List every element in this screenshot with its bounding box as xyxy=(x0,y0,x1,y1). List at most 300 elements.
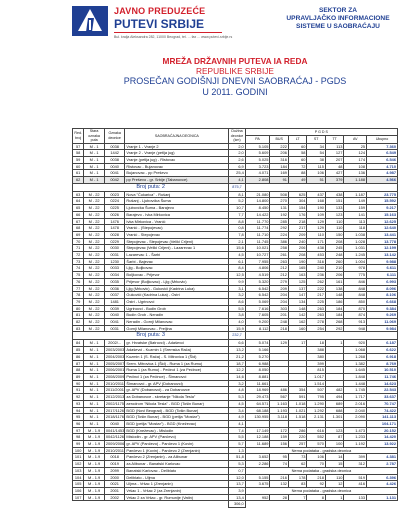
cell-ukupno: 9.988 xyxy=(367,258,398,265)
cell-value: 1.292 xyxy=(307,407,326,414)
cell-ukupno: 7.360 xyxy=(367,143,398,150)
cell-value: 11.710 xyxy=(245,231,270,238)
cell-deonica: Ljig (Mrkovic) - Gukovići (Kadrina Luka) xyxy=(125,285,229,292)
cell-rb: 75 xyxy=(73,272,84,279)
cell-value: 270 xyxy=(270,198,289,205)
cell-value: 184 xyxy=(325,305,344,312)
cell-rb: 89 xyxy=(73,374,84,381)
cell-deonica: Uljma - Vršac 1 (Zrenjanin) xyxy=(125,481,229,488)
cell-value: 8.112 xyxy=(245,325,270,332)
cell-value: 34 xyxy=(307,143,326,150)
cell-value: 874 xyxy=(344,312,367,319)
footer-spacer xyxy=(73,501,229,508)
cell-value: 815 xyxy=(307,367,326,374)
cell-value: 1.848 xyxy=(344,374,367,381)
cell-ukupno: 6.549 xyxy=(367,150,398,157)
cell-value: 7 xyxy=(288,494,307,501)
cell-value: 14.422 xyxy=(245,211,270,218)
cell-value: 268 xyxy=(325,319,344,326)
cell-value: 176 xyxy=(288,211,307,218)
cell-duzina: 2,0 xyxy=(229,143,245,150)
cell-ukupno: 11.746 xyxy=(367,374,398,381)
cell-duzina: 3,4 xyxy=(229,407,245,414)
cell-deonica: Rušanj - Ljubovćka Šuma xyxy=(125,198,229,205)
col-av: AV xyxy=(344,136,367,143)
cell-oznaka: 0041 xyxy=(104,170,125,177)
cell-value: 7.955 xyxy=(245,258,270,265)
cell-put: M - 22 xyxy=(84,298,105,305)
cell-deonica: Adaševci - Kuzmin 1 (Sremska Rača) xyxy=(125,347,229,354)
title-line1: MREŽA DRŽAVNIH PUTEVA IA REDA xyxy=(162,56,308,66)
cell-value: 8 xyxy=(307,494,326,501)
sector-line2: UPRAVLJAČKO INFORMACIONE xyxy=(286,15,390,23)
cell-value: 60 xyxy=(288,156,307,163)
cell-value: 688 xyxy=(325,407,344,414)
cell-value: 118 xyxy=(344,225,367,232)
cell-duzina: 8,8 xyxy=(229,218,245,225)
cell-put: M - 1.9 xyxy=(84,467,105,474)
cell-oznaka: 0041 xyxy=(104,319,125,326)
cell-oznaka: 0224 xyxy=(104,198,125,205)
road-group-row xyxy=(73,183,398,191)
cell-value: 285 xyxy=(270,218,289,225)
cell-put: M - 1 xyxy=(84,367,105,374)
cell-rb: 97 xyxy=(73,427,84,434)
cell-duzina: 13,4 xyxy=(229,494,245,501)
table-row xyxy=(73,360,398,367)
cell-value: 160 xyxy=(288,325,307,332)
cell-rb: 80 xyxy=(73,305,84,312)
cell-note: Nema podataka - gradska deonica xyxy=(245,447,397,454)
cell-value: 156 xyxy=(270,441,289,448)
cell-value: 147 xyxy=(288,292,307,299)
cell-duzina: 4,0 xyxy=(229,319,245,326)
cell-value xyxy=(325,367,344,374)
road-group-row xyxy=(73,332,398,340)
cell-deonica: Ljubovćka Šuma - Barajevo xyxy=(125,205,229,212)
cell-value xyxy=(270,374,289,381)
cell-ukupno: 11.069 xyxy=(367,319,398,326)
table-row xyxy=(73,340,398,347)
cell-value: 161 xyxy=(325,278,344,285)
cell-value: 2.090 xyxy=(344,414,367,421)
table-row xyxy=(73,353,398,360)
cell-put: M - 1.9 xyxy=(84,494,105,501)
group-label: Broj puta: 3 xyxy=(73,332,229,340)
cell-value: 303 xyxy=(270,305,289,312)
cell-value: 5.074 xyxy=(245,340,270,347)
table-row xyxy=(73,170,398,177)
cell-value: 494 xyxy=(325,394,344,401)
cell-value: 124 xyxy=(344,150,367,157)
col-bus: BUS xyxy=(270,136,289,143)
cell-put: M - 22 xyxy=(84,198,105,205)
cell-deonica: Boljkovac - Prijevor xyxy=(125,272,229,279)
cell-ukupno: 2.787 xyxy=(367,461,398,468)
cell-value: 162 xyxy=(288,319,307,326)
cell-value: 7.616 xyxy=(245,305,270,312)
cell-value: 209 xyxy=(288,231,307,238)
cell-value: 4.806 xyxy=(245,265,270,272)
cell-value: 278 xyxy=(307,319,326,326)
cell-value: 427 xyxy=(325,170,344,177)
cell-duzina: 8,1 xyxy=(229,191,245,198)
group-label: Broj puta: 2 xyxy=(73,183,229,191)
cell-duzina: 6,6 xyxy=(229,340,245,347)
table-row xyxy=(73,205,398,212)
cell-deonica: Pančevo 1 (Kovin) - Pančevo 2 (Zrenjanin) xyxy=(125,447,229,454)
cell-value: 95 xyxy=(270,454,289,461)
title-line2: REPUBLIKE SRBIJE xyxy=(196,66,274,76)
cell-ukupno: 13.441 xyxy=(367,231,398,238)
cell-oznaka: 0019 xyxy=(104,461,125,468)
cell-rb: 79 xyxy=(73,298,84,305)
table-row xyxy=(73,265,398,272)
cell-deonica: Srem. Mitrovica 1 (Šid) - Ruma 1 (za Rumu) xyxy=(125,360,229,367)
cell-value: 142 xyxy=(288,312,307,319)
cell-value: 416 xyxy=(344,481,367,488)
cell-put: M - 1 xyxy=(84,353,105,360)
cell-ukupno: 14.420 xyxy=(367,434,398,441)
table-footer-row xyxy=(73,501,398,508)
company-name-line1: JAVNO PREDUZEĆE xyxy=(114,6,206,16)
cell-duzina: 3,9 xyxy=(229,487,245,494)
cell-value xyxy=(270,420,289,427)
cell-value: 1.018 xyxy=(288,400,307,407)
cell-oznaka: 0031 xyxy=(104,325,125,332)
table-row xyxy=(73,278,398,285)
cell-deonica: Prijevor (Boljkovac) - Ljig (Mrkovic) xyxy=(125,278,229,285)
cell-value: 130.955 xyxy=(245,414,270,421)
cell-rb: 81 xyxy=(73,312,84,319)
cell-value: 292 xyxy=(270,225,289,232)
cell-value: 913 xyxy=(344,319,367,326)
group-spacer xyxy=(245,332,397,340)
table-row xyxy=(73,285,398,292)
cell-oznaka: 2008/2009 xyxy=(105,374,125,379)
title-line3: PROSEČAN GODIŠNJI DNEVNI SAOBRAĆAJ - PGDS xyxy=(123,76,347,86)
cell-value xyxy=(288,353,307,360)
cell-value: 388 xyxy=(307,347,326,354)
cell-value: 206 xyxy=(325,272,344,279)
cell-ukupno: 13.142 xyxy=(367,252,398,259)
cell-rb: 99 xyxy=(73,441,84,448)
cell-value: 292 xyxy=(325,325,344,332)
cell-ukupno: 6.111 xyxy=(367,272,398,279)
cell-value: 3.652 xyxy=(245,454,270,461)
cell-rb: 59 xyxy=(73,156,84,163)
cell-value: 113 xyxy=(344,218,367,225)
cell-value: 2.286 xyxy=(245,461,270,468)
cell-rb: 61 xyxy=(73,170,84,177)
cell-deonica: za Alibunar - Banatski Karlovac xyxy=(125,461,229,468)
cell-oznaka: 2002/... xyxy=(104,340,125,347)
cell-oznaka: 0040 xyxy=(104,420,125,427)
cell-value: 1.518 xyxy=(288,414,307,421)
cell-deonica: Vranje 1 - Vranje 2 xyxy=(125,143,229,150)
cell-value xyxy=(325,360,344,367)
table-row xyxy=(73,272,398,279)
cell-value xyxy=(270,380,289,387)
cell-value: 1.021 xyxy=(288,407,307,414)
cell-value: 5.069 xyxy=(245,298,270,305)
cell-ukupno: 6.611 xyxy=(367,265,398,272)
cell-deonica: Ostri - Ugrinovci xyxy=(125,298,229,305)
table-row xyxy=(73,474,398,481)
cell-oznaka: 0028 xyxy=(104,231,125,238)
cell-duzina: 25,4 xyxy=(229,170,245,177)
cell-put: M - 1.9 xyxy=(84,434,105,441)
cell-deonica: gr. APV (Dobanovci) - za Dobanovce xyxy=(125,387,229,394)
cell-value: 206 xyxy=(288,245,307,252)
cell-value: 379 xyxy=(325,177,344,184)
col-duzina: Dužina deonice (km) xyxy=(230,129,244,142)
cell-duzina: 3,8 xyxy=(229,312,245,319)
document-page xyxy=(72,4,398,507)
cell-value: 88 xyxy=(288,170,307,177)
table-row xyxy=(73,400,398,407)
cell-value xyxy=(307,420,326,427)
cell-value: 12.188 xyxy=(245,434,270,441)
cell-value: 399 xyxy=(344,454,367,461)
cell-oznaka: 1478 xyxy=(104,225,125,232)
cell-put: M - 1 xyxy=(84,380,105,387)
cell-rb: 102 xyxy=(73,461,84,468)
cell-ukupno: 141.113 xyxy=(367,414,398,421)
cell-value: 1.028 xyxy=(344,238,367,245)
cell-value: 7.605 xyxy=(245,312,270,319)
cell-value: 225 xyxy=(307,298,326,305)
cell-oznaka: 0026 xyxy=(104,211,125,218)
cell-deonica: BGD (Tošin Bunar) - BGD (petlja "Mostar") xyxy=(125,414,229,421)
cell-value: 186 xyxy=(325,298,344,305)
cell-value: 123 xyxy=(325,211,344,218)
cell-value: 17 xyxy=(288,340,307,347)
cell-value: 125 xyxy=(288,278,307,285)
cell-value xyxy=(270,367,289,374)
cell-oznaka: 2004/2003 xyxy=(105,353,125,359)
cell-value: 437 xyxy=(307,191,326,198)
cell-put: M - 1 xyxy=(84,374,105,381)
cell-put: M - 22 xyxy=(84,238,105,245)
cell-put: M - 22 xyxy=(84,245,105,252)
cell-value: 1.038 xyxy=(344,231,367,238)
cell-put: M - 1 xyxy=(84,177,105,184)
cell-duzina: 5,3 xyxy=(229,461,245,468)
cell-value: 18.969 xyxy=(245,387,270,394)
cell-value: 149 xyxy=(344,198,367,205)
cell-oznaka: 0042/1126 xyxy=(105,434,124,440)
cell-oznaka: 0038 xyxy=(104,143,125,150)
cell-value: 110 xyxy=(325,218,344,225)
cell-deonica: Mislodin - gr. APV (Pančevo) xyxy=(125,434,229,441)
cell-value: 222 xyxy=(270,143,289,150)
cell-duzina: 15,6 xyxy=(229,245,245,252)
table-row xyxy=(73,177,398,184)
table-row xyxy=(73,374,398,381)
cell-value: 5.609 xyxy=(245,150,270,157)
cell-value: 73 xyxy=(288,454,307,461)
cell-deonica: aerodrom "Nikola Tesla" - BGD (Tošin Bunar) xyxy=(125,400,229,407)
cell-ukupno: 74.422 xyxy=(367,407,398,414)
cell-value: 5.105 xyxy=(245,143,270,150)
cell-value: 171 xyxy=(307,238,326,245)
cell-value: 1.187 xyxy=(344,191,367,198)
cell-oznaka: 0023 xyxy=(104,191,125,198)
company-address: Bul. kralja Aleksandra 282, 11000 Beograd, tel. ... fax ... www.putevi-srbije.rs xyxy=(114,35,233,39)
cell-ukupno: 8.769 xyxy=(367,360,398,367)
cell-value: 168 xyxy=(307,198,326,205)
cell-rb: 104 xyxy=(73,474,84,481)
cell-rb: 65 xyxy=(73,205,84,212)
cell-deonica: Šarbi - Bajevac xyxy=(125,258,229,265)
cell-value: 192 xyxy=(270,211,289,218)
cell-deonica: Gornji Milanovac - Preljina xyxy=(125,325,229,332)
cell-duzina: 15,9 xyxy=(229,325,245,332)
cell-duzina: 12,2 xyxy=(229,367,245,374)
cell-note: Nema podataka - gradska deonica xyxy=(245,487,397,494)
cell-rb: 105 xyxy=(73,481,84,488)
cell-value xyxy=(325,347,344,354)
cell-duzina: 8,6 xyxy=(229,298,245,305)
cell-deonica: Ljig - Boljkovac xyxy=(125,265,229,272)
col-ukupno: Ukupno xyxy=(367,136,398,143)
cell-value xyxy=(270,347,289,354)
cell-value: 507 xyxy=(307,387,326,394)
cell-value: 218 xyxy=(307,474,326,481)
cell-value: 870 xyxy=(344,305,367,312)
table-row xyxy=(73,367,398,374)
cell-duzina: 8,4 xyxy=(229,265,245,272)
cell-rb: 90 xyxy=(73,380,84,387)
cell-value: 133 xyxy=(325,205,344,212)
cell-ukupno: 33.637 xyxy=(367,394,398,401)
cell-oznaka: 2010/2011 xyxy=(105,380,124,386)
cell-value: 254 xyxy=(307,325,326,332)
cell-value: 1.004 xyxy=(344,258,367,265)
cell-deonica: BGD (petlja "Mostar") - BGD (Kneževac) xyxy=(125,420,229,427)
cell-rb: 62 xyxy=(73,177,84,184)
cell-ukupno: 9.269 xyxy=(367,312,398,319)
cell-oznaka: 2012/2013 xyxy=(105,394,125,400)
cell-duzina: 5,5 xyxy=(229,305,245,312)
cell-put: M - 1.9 xyxy=(84,487,105,494)
cell-rb: 86 xyxy=(73,353,84,360)
cell-value xyxy=(325,353,344,360)
cell-deonica: Stepojevac (Veliki Crljeni) - Lazarevac 1 xyxy=(125,245,229,252)
cell-duzina: 5,7 xyxy=(229,441,245,448)
cell-oznaka: 0229 xyxy=(104,238,125,245)
cell-value: 1.290 xyxy=(307,400,326,407)
table-row xyxy=(73,420,398,427)
cell-value: 6.542 xyxy=(245,285,270,292)
sector-label xyxy=(278,7,398,32)
cell-value: 106 xyxy=(307,170,326,177)
table-row xyxy=(73,312,398,319)
group-spacer xyxy=(245,183,397,191)
cell-value: 4.071 xyxy=(245,170,270,177)
cell-value: 210 xyxy=(325,265,344,272)
cell-value: 10.727 xyxy=(245,252,270,259)
cell-value: 1.245 xyxy=(344,252,367,259)
cell-oznaka: 0036 xyxy=(104,285,125,292)
cell-value: 92 xyxy=(307,481,326,488)
cell-put: M - 1 xyxy=(84,347,105,354)
cell-value: 151 xyxy=(325,198,344,205)
cell-deonica: Deliblato - Uljma xyxy=(125,474,229,481)
cell-put: M - 22 xyxy=(84,325,105,332)
cell-value xyxy=(270,360,289,367)
cell-value: 567 xyxy=(270,394,289,401)
cell-put: M - 22 xyxy=(84,292,105,299)
cell-value xyxy=(325,374,344,381)
table-row xyxy=(73,298,398,305)
cell-value: 258 xyxy=(270,245,289,252)
cell-value: 132 xyxy=(270,481,289,488)
cell-value: 9.200 xyxy=(245,319,270,326)
table-row xyxy=(73,218,398,225)
cell-rb: 101 xyxy=(73,454,84,461)
cell-deonica: Barajevo - Ivka Mirkovica xyxy=(125,211,229,218)
cell-put: M - 1 xyxy=(84,394,105,401)
cell-duzina: 4,5 xyxy=(229,252,245,259)
cell-value: 113 xyxy=(325,143,344,150)
cell-ukupno: 10.510 xyxy=(367,367,398,374)
cell-ukupno: 22.543 xyxy=(367,387,398,394)
cell-deonica: Ristovac - Bujanovac xyxy=(125,163,229,170)
cell-value: 220 xyxy=(288,434,307,441)
cell-duzina: 7,8 xyxy=(229,231,245,238)
cell-deonica: Nova "Ćukarica" - Rušanj xyxy=(125,191,229,198)
cell-value: 5.270 xyxy=(245,353,270,360)
cell-duzina: 3,2 xyxy=(229,380,245,387)
col-lt: LT xyxy=(288,136,307,143)
cell-value: 72 xyxy=(288,163,307,170)
cell-ukupno: 6.668 xyxy=(367,298,398,305)
cell-value: 486 xyxy=(270,387,289,394)
cell-value: 29.473 xyxy=(245,394,270,401)
cell-rb: 95 xyxy=(73,414,84,421)
cell-value: 625 xyxy=(288,191,307,198)
cell-oznaka: 2002/1175 xyxy=(105,400,124,406)
cell-value: 263 xyxy=(270,258,289,265)
cell-duzina: 13,7 xyxy=(229,481,245,488)
table-row xyxy=(73,447,398,454)
cell-rb: 73 xyxy=(73,258,84,265)
cell-oznaka: 1442 xyxy=(104,150,125,157)
cell-ukupno: 104.171 xyxy=(367,420,398,427)
cell-value xyxy=(288,347,307,354)
cell-value: 1.192 xyxy=(344,441,367,448)
cell-value: 1.473 xyxy=(344,427,367,434)
cell-put: M - 1 xyxy=(84,420,105,427)
cell-value: 222 xyxy=(307,285,326,292)
cell-value: 25 xyxy=(344,143,367,150)
cell-value: 217 xyxy=(307,292,326,299)
cell-value: 591 xyxy=(288,394,307,401)
cell-value: 263 xyxy=(307,312,326,319)
cell-value: 106 xyxy=(307,454,326,461)
cell-value: 570 xyxy=(307,441,326,448)
cell-put: M - 1 xyxy=(84,143,105,150)
cell-value: 2.131 xyxy=(307,414,326,421)
cell-value: 248 xyxy=(270,319,289,326)
cell-deonica: Vranje (petlja jug) - Ristovac xyxy=(125,156,229,163)
cell-rb: 68 xyxy=(73,225,84,232)
table-row xyxy=(73,156,398,163)
cell-value: 1.745 xyxy=(344,387,367,394)
cell-ukupno: 9.984 xyxy=(367,325,398,332)
